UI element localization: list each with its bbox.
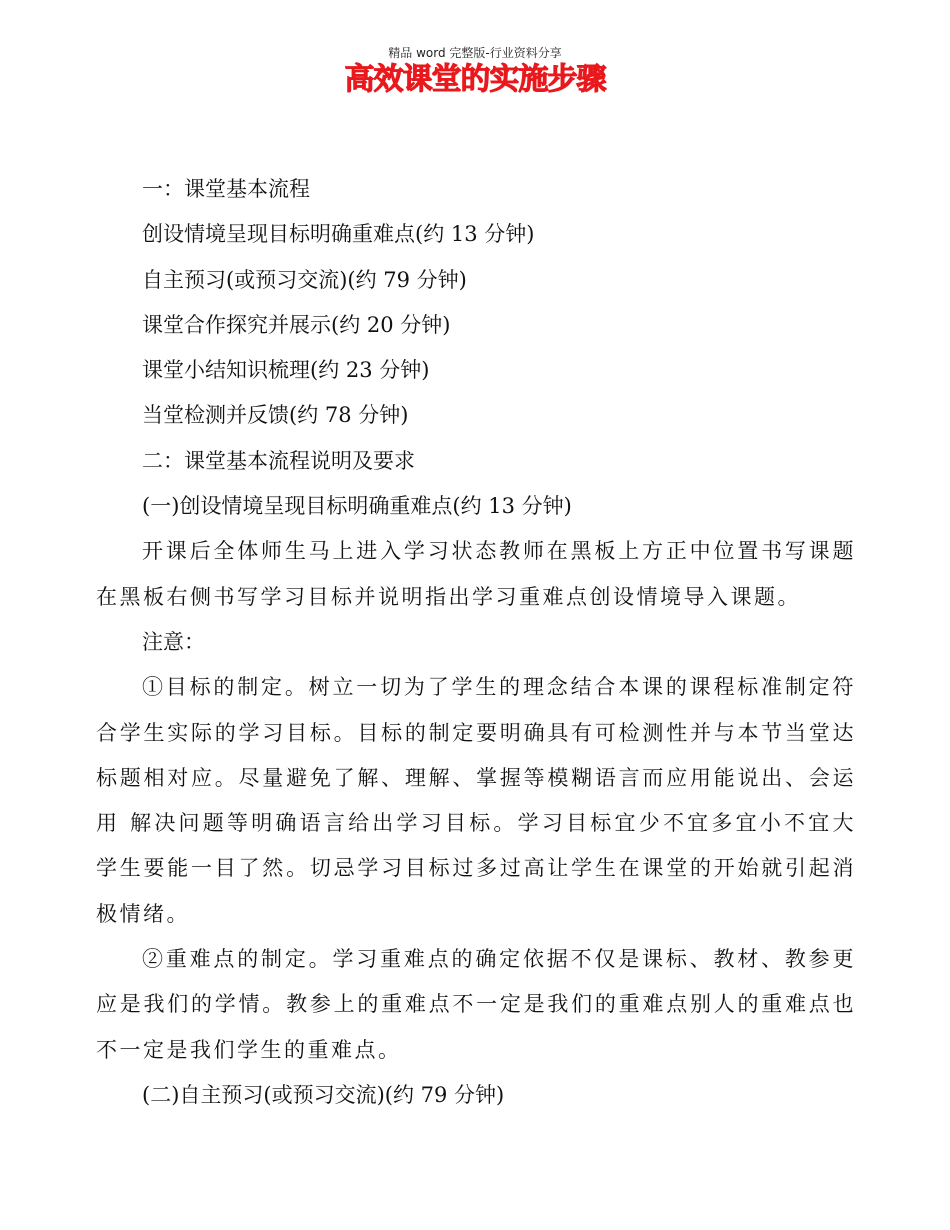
subsection-2-heading: (二)自主预习(或预习交流)(约 79 分钟) xyxy=(142,1082,505,1107)
flow-step-1: 创设情境呈现目标明确重难点(约 13 分钟) xyxy=(142,222,535,247)
note-label: 注意： xyxy=(142,629,205,654)
section-2-heading: 二：课堂基本流程说明及要求 xyxy=(142,448,415,473)
flow-step-4: 课堂小结知识梳理(约 23 分钟) xyxy=(142,358,430,383)
document-body xyxy=(96,167,856,1118)
subsection-1-paragraph: 开课后全体师生马上进入学习状态教师在黑板上方正中位置书写课题在黑板右侧书写学习目标并说明指出学习重难点创设情境导入课题。 xyxy=(96,539,856,609)
flow-step-5: 当堂检测并反馈(约 78 分钟) xyxy=(142,403,409,428)
section-1-heading: 一：课堂基本流程 xyxy=(142,177,310,201)
subsection-1-heading: (一)创设情境呈现目标明确重难点(约 13 分钟) xyxy=(142,494,572,519)
flow-step-2: 自主预习(或预习交流)(约 79 分钟) xyxy=(142,267,467,292)
point-2-paragraph: ②重难点的制定。学习重难点的确定依据不仅是课标、教材、教参更应是我们的学情。教参上的重难点不一定是我们的重难点别人的重难点也不一定是我们学生的重难点。 xyxy=(96,947,856,1062)
header-note: 精品 word 完整版-行业资料分享 xyxy=(388,46,562,60)
point-1-paragraph: ①目标的制定。树立一切为了学生的理念结合本课的课程标准制定符合学生实际的学习目标。目标的制定要明确具有可检测性并与本节当堂达标题相对应。尽量避免了解、理解、掌握等模糊语言而应用能说出、会运用 解决问题等明确语言给出学习目标。学习目标宜少不宜多宜小不宜大学生要能一目了然。切忌学习目标过多过高让学生在课堂的开始就引起消极情绪。 xyxy=(96,675,856,926)
document-title: 高效课堂的实施步骤 xyxy=(344,62,606,97)
flow-step-3: 课堂合作探究并展示(约 20 分钟) xyxy=(142,312,451,337)
